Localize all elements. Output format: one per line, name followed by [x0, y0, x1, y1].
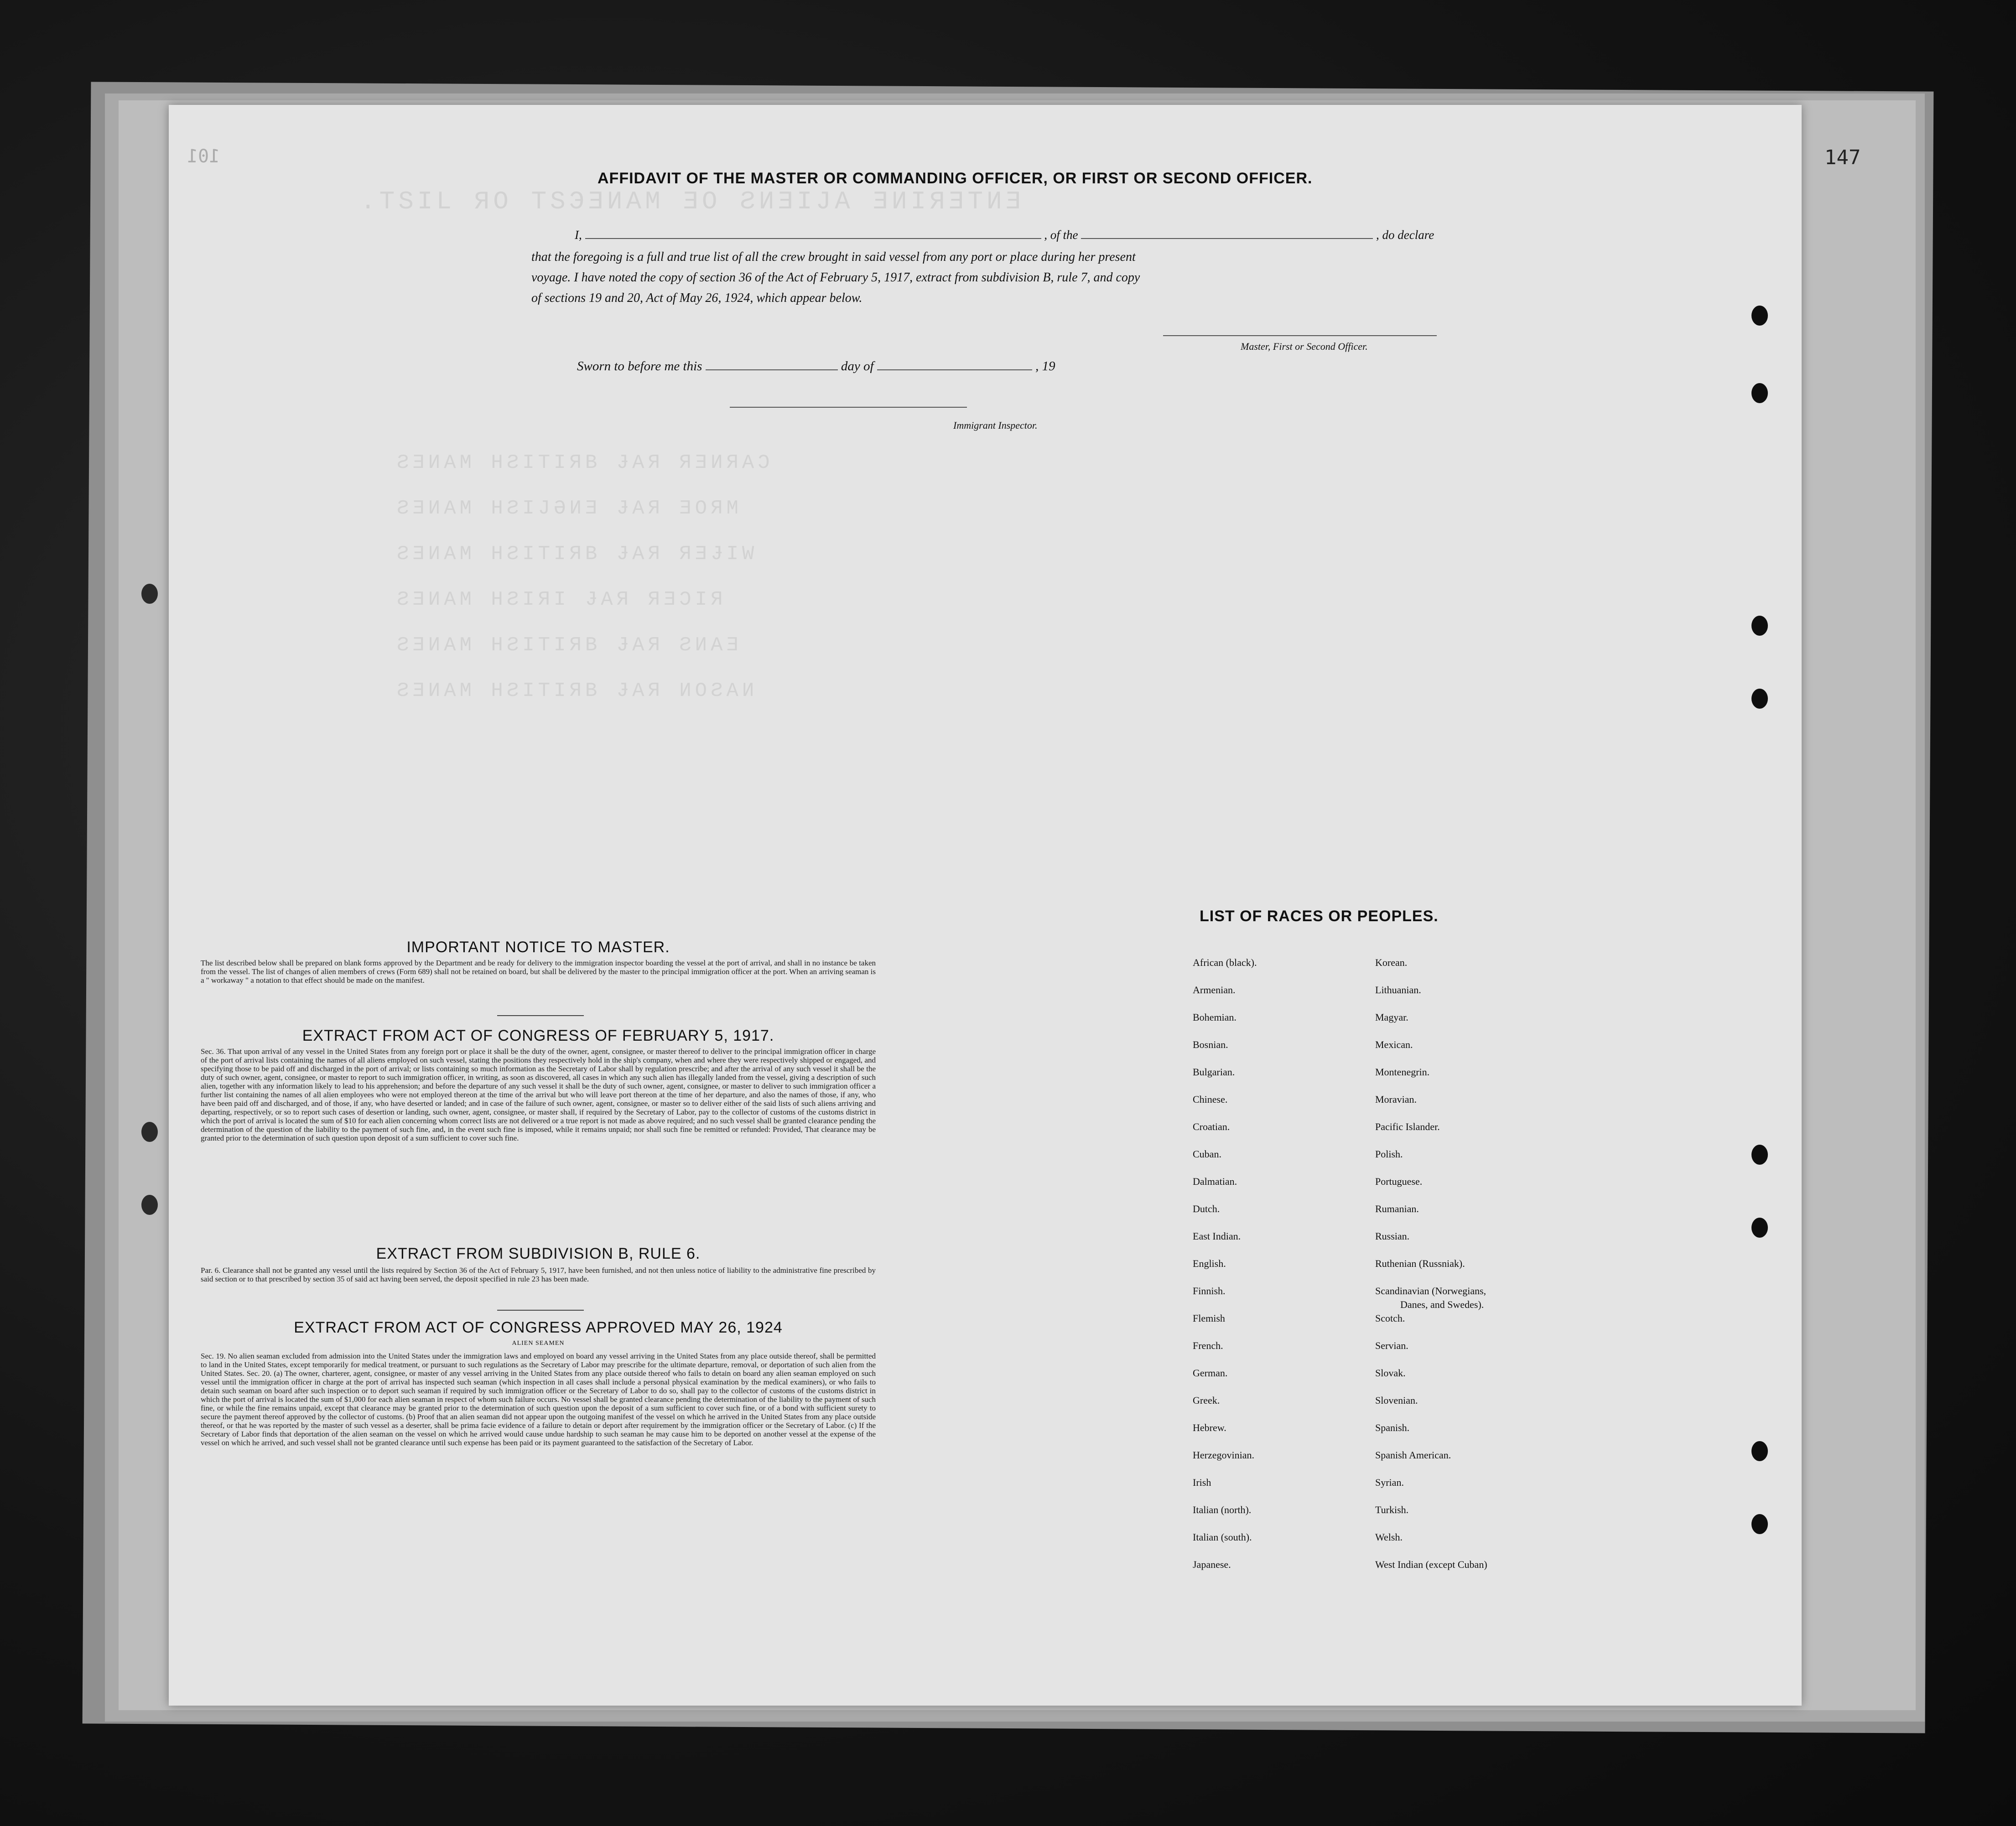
race-item: Polish. [1375, 1148, 1403, 1160]
year-prefix: , 19 [1035, 359, 1055, 374]
race-item: English. [1193, 1258, 1226, 1269]
race-item: Scandinavian (Norwegians, [1375, 1285, 1486, 1297]
binder-hole [1751, 1145, 1768, 1165]
race-item: Spanish American. [1375, 1449, 1451, 1461]
notice-body: The list described below shall be prepared on blank forms approved by the Department and be ready for delivery to the immigration inspector boarding the vessel at the port of arrival, and shall in no instance be taken from the vessel. The list of changes of alien members of crews (Form 689) shall not be retained on board, but shall be delivered by the master to the principal immigration officer at the port. When an arriving seaman is a " workaway " a notation to that effect should be made on the manifest. [201, 959, 876, 985]
race-item: Pacific Islander. [1375, 1121, 1440, 1132]
declaration-line-2: that the foregoing is a full and true list of all the crew brought in said vessel from any port or place during her present [531, 250, 1136, 264]
binder-hole [141, 1122, 158, 1142]
race-item: Japanese. [1193, 1559, 1231, 1570]
race-item: Montenegrin. [1375, 1066, 1430, 1078]
binder-hole [1751, 306, 1768, 326]
affidavit-title: AFFIDAVIT OF THE MASTER OR COMMANDING OFFICER, OR FIRST OR SECOND OFFICER. [598, 170, 1313, 187]
bleed-through-text: ƧƎИАМ НƧIТIЯВ ɈАЯ ƧИАƎ [397, 634, 742, 657]
race-item: Slovenian. [1375, 1395, 1418, 1406]
race-item: Italian (south). [1193, 1531, 1252, 1543]
race-item: West Indian (except Cuban) [1375, 1559, 1487, 1570]
section-divider [497, 1310, 584, 1311]
race-item: Rumanian. [1375, 1203, 1419, 1214]
race-item: Ruthenian (Russniak). [1375, 1258, 1465, 1269]
race-item: Moravian. [1375, 1094, 1417, 1105]
race-item: Magyar. [1375, 1012, 1408, 1023]
race-item: Bohemian. [1193, 1012, 1237, 1023]
binder-hole [141, 584, 158, 604]
race-item: Lithuanian. [1375, 984, 1421, 996]
race-item: Scotch. [1375, 1312, 1405, 1324]
signature-line[interactable] [1163, 335, 1437, 336]
declaration-of-the: , of the [1044, 228, 1078, 242]
race-item: Flemish [1193, 1312, 1225, 1324]
vessel-blank[interactable] [1081, 238, 1373, 239]
race-item: Bulgarian. [1193, 1066, 1235, 1078]
section-divider [497, 1015, 584, 1016]
race-item: Spanish. [1375, 1422, 1410, 1433]
extract-1924-subtitle: ALIEN SEAMEN [512, 1340, 565, 1347]
race-item: Irish [1193, 1477, 1211, 1488]
race-item: Hebrew. [1193, 1422, 1226, 1433]
name-blank[interactable] [585, 238, 1041, 239]
day-of-text: day of [841, 359, 874, 374]
race-item: Cuban. [1193, 1148, 1221, 1160]
race-item: Herzegovinian. [1193, 1449, 1254, 1461]
bleed-through-text: ƧƎИАМ НƧIЯI ɈАЯ ЯƎƆIЯ [397, 588, 727, 611]
sworn-text: Sworn to before me this [577, 359, 702, 374]
binder-hole [1751, 1218, 1768, 1238]
declaration-line [575, 227, 1434, 243]
extract-1924-title: EXTRACT FROM ACT OF CONGRESS APPROVED MAY 26, 1924 [294, 1319, 783, 1336]
bleed-through-text: ƧƎИАМ НƧIТIЯВ ɈАЯ ЯƎɈIW [397, 543, 758, 565]
inspector-signature-line[interactable] [730, 407, 967, 408]
month-blank[interactable] [877, 369, 1032, 370]
sworn-line [577, 358, 1055, 374]
race-item: German. [1193, 1367, 1228, 1379]
declaration-do-declare: , do declare [1376, 228, 1434, 242]
race-item: Bosnian. [1193, 1039, 1228, 1050]
declaration-line-4: of sections 19 and 20, Act of May 26, 1924, which appear below. [531, 291, 863, 305]
signature-label: Master, First or Second Officer. [1241, 341, 1368, 352]
binder-hole [1751, 1441, 1768, 1461]
bleed-through-text: .TSIL ЯO ТЅЭƎИAМ ƎO ƧИƎIJA ƎИIЯƎТИƎ [360, 187, 1025, 216]
race-item: Portuguese. [1375, 1176, 1423, 1187]
race-item: Chinese. [1193, 1094, 1228, 1105]
extract-1917-body: Sec. 36. That upon arrival of any vessel in the United States from any foreign port or place it shall be the duty of the owner, agent, consignee, or master thereof to deliver to the principal immigration officer in charge of the port of arrival lists containing the names of all aliens employed on such vessel, stating the positions they respectively hold in the ship's company, when and where they were respectively shipped or engaged, and specifying those to be paid off and discharged in the port of arrival; or lists containing so much information as the Secretary of Labor shall by regulation prescribe; and after the arrival of any such vessel it shall be the duty of such owner, agent, consignee, or master to report to such immigration officer, in writing, as soon as discovered, all cases in which any such alien has illegally landed from the vessel, giving a description of such alien, together with any information likely to lead to his apprehension; and before the departure of any such vessel it shall be the duty of such owner, agent, consignee, or master to deliver to such immigration officer a further list containing the names of all alien employees who were not employed thereon at the time of the arrival but who will leave port thereon at the time of her departure, and also the names of those, if any, who have been paid off and discharged, and of those, if any, who have deserted or landed; and in case of the failure of such owner, agent, consignee, or master so to deliver either of the said lists of such aliens arriving and departing, respectively, or so to report such cases of desertion or landing, such owner, agent, consignee, or master shall, if required by the Secretary of Labor, pay to the collector of customs of the customs district in which the port of arrival is located the sum of $10 for each alien concerning whom correct lists are not delivered or a true report is not made as above required; and no such vessel shall be granted clearance pending the determination of the question of the liability to the payment of such fine, and, in the event such fine is imposed, while it remains unpaid; nor shall such fine be remitted or refunded: Provided, That clearance may be granted prior to the determination of such question upon deposit of a sum sufficient to cover such fine. [201, 1047, 876, 1142]
binder-hole [1751, 1514, 1768, 1534]
notice-title: IMPORTANT NOTICE TO MASTER. [406, 939, 670, 956]
race-item-continuation: Danes, and Swedes). [1400, 1299, 1484, 1310]
race-item: Welsh. [1375, 1531, 1403, 1543]
race-item: African (black). [1193, 957, 1257, 968]
race-item: Korean. [1375, 957, 1408, 968]
race-item: Mexican. [1375, 1039, 1413, 1050]
binder-hole [141, 1195, 158, 1215]
race-item: Greek. [1193, 1395, 1220, 1406]
race-item: Finnish. [1193, 1285, 1226, 1297]
race-item: Italian (north). [1193, 1504, 1252, 1515]
race-item: Slovak. [1375, 1367, 1406, 1379]
binder-hole [1751, 689, 1768, 709]
race-item: French. [1193, 1340, 1223, 1351]
binder-hole [1751, 616, 1768, 636]
race-item: Armenian. [1193, 984, 1236, 996]
bleed-through-text: ƧƎИАМ НƧIJӘИƎ ɈАЯ ƎОЯМ [397, 497, 742, 520]
declaration-i: I, [575, 228, 582, 242]
extract-rule6-title: EXTRACT FROM SUBDIVISION B, RULE 6. [376, 1245, 701, 1262]
race-item: Russian. [1375, 1230, 1410, 1242]
bleed-through-text: ƧƎИАМ НƧIТIЯВ ɈАЯ ИОƧАИ [397, 680, 758, 702]
day-blank[interactable] [706, 369, 838, 370]
race-item: Servian. [1375, 1340, 1408, 1351]
extract-1917-title: EXTRACT FROM ACT OF CONGRESS OF FEBRUARY 5, 1917. [302, 1027, 774, 1044]
extract-1924-body: Sec. 19. No alien seaman excluded from admission into the United States under the immigration laws and employed on board any vessel arriving in the United States from any place outside thereof, shall be permitted to land in the United States, except temporarily for medical treatment, or pursuant to such regulations as the Secretary of Labor may prescribe for the ultimate departure, removal, or deportation of such alien from the United States. Sec. 20. (a) The owner, charterer, agent, consignee, or master of any vessel arriving in the United States from any place outside thereof who fails to detain on board any alien seaman employed on such vessel until the immigration officer in charge at the port of arrival has inspected such seaman (which inspection in all cases shall include a personal physical examination by the medical examiners), or who fails to detain such seaman on board after such inspection or to deport such seaman if required by such immigration officer or the Secretary of Labor to do so, shall pay to the collector of customs of the customs district in which the port of arrival is located the sum of $1,000 for each alien seaman in respect of whom such failure occurs. No vessel shall be granted clearance pending the determination of the liability to the payment of such fine, or while the fine remains unpaid, except that clearance may be granted prior to the determination of such question upon the deposit of a sum sufficient to cover such fine, or of a bond with sufficient surety to secure the payment thereof approved by the collector of customs. (b) Proof that an alien seaman did not appear upon the outgoing manifest of the vessel on which he arrived in the United States from any place outside thereof, or that he was reported by the master of such vessel as a deserter, shall be prima facie evidence of a failure to detain or deport after requirement by the immigration officer or the Secretary of Labor. (c) If the Secretary of Labor finds that deportation of the alien seaman on the vessel on which he arrived would cause undue hardship to such seaman he may cause him to be deported on another vessel at the expense of the vessel on which he arrived, and such vessel shall not be granted clearance until such expense has been paid or its payment guaranteed to the satisfaction of the Secretary of Labor. [201, 1352, 876, 1447]
extract-rule6-body: Par. 6. Clearance shall not be granted any vessel until the lists required by Section 36 of the Act of February 5, 1917, have been furnished, and not then unless notice of liability to the administrative fine prescribed by said section or to that prescribed by section 35 of said act having been served, the deposit specified in rule 23 has been made. [201, 1266, 876, 1283]
race-item: East Indian. [1193, 1230, 1241, 1242]
document-page [169, 105, 1802, 1706]
race-item: Dutch. [1193, 1203, 1220, 1214]
binder-hole [1751, 383, 1768, 403]
faint-folio-number: 101 [187, 146, 220, 167]
page-number: 147 [1824, 146, 1861, 169]
race-item: Croatian. [1193, 1121, 1230, 1132]
races-title: LIST OF RACES OR PEOPLES. [1200, 908, 1439, 925]
race-item: Dalmatian. [1193, 1176, 1237, 1187]
race-item: Turkish. [1375, 1504, 1409, 1515]
inspector-label: Immigrant Inspector. [953, 420, 1038, 431]
declaration-line-3: voyage. I have noted the copy of section 36 of the Act of February 5, 1917, extract from subdivision B, rule 7, and copy [531, 270, 1140, 285]
bleed-through-text: ƧƎИАМ НƧIТIЯВ ɈАЯ ЯƎИЯАƆ [397, 451, 774, 474]
race-item: Syrian. [1375, 1477, 1404, 1488]
